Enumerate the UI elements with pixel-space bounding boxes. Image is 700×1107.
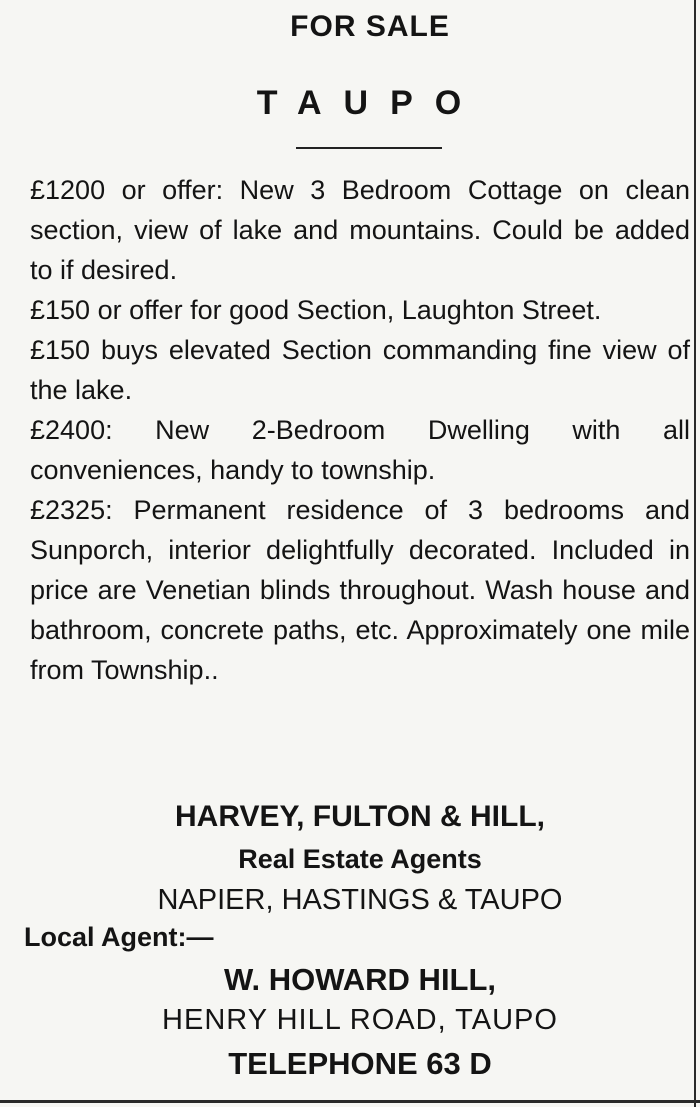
local-agent-phone: TELEPHONE 63 D bbox=[228, 1046, 492, 1081]
column-rule-right bbox=[694, 0, 696, 1107]
listing-item: £2400: New 2-Bedroom Dwelling with all conveniences, handy to township. bbox=[30, 415, 690, 485]
local-agent-label: Local Agent:— bbox=[24, 922, 214, 952]
agency-role: Real Estate Agents bbox=[238, 844, 482, 874]
listing-item: £2325: Permanent residence of 3 bedrooms and Sunporch, interior delightfully decorated. Included in price are Venetian blinds throughout. Wash house and bathroom, concrete paths, etc. Approximately one mile from Township.. bbox=[30, 495, 690, 685]
listing-item: £1200 or offer: New 3 Bedroom Cottage on clean section, view of lake and mountains. Could be added to if desired. bbox=[30, 175, 690, 285]
local-agent-address: HENRY HILL ROAD, TAUPO bbox=[162, 1004, 558, 1036]
listing-item: £150 or offer for good Section, Laughton Street. bbox=[30, 295, 602, 325]
agency-locations: NAPIER, HASTINGS & TAUPO bbox=[157, 884, 563, 916]
ad-heading: FOR SALE bbox=[290, 10, 450, 43]
local-agent-name: W. HOWARD HILL, bbox=[223, 962, 497, 997]
listing-item: £150 buys elevated Section commanding fine view of the lake. bbox=[30, 335, 690, 405]
heading-divider bbox=[296, 147, 442, 149]
column-rule-bottom bbox=[0, 1100, 700, 1103]
location-heading: TAUPO bbox=[256, 84, 484, 122]
property-listings bbox=[30, 170, 690, 690]
agency-name: HARVEY, FULTON & HILL, bbox=[174, 800, 546, 833]
